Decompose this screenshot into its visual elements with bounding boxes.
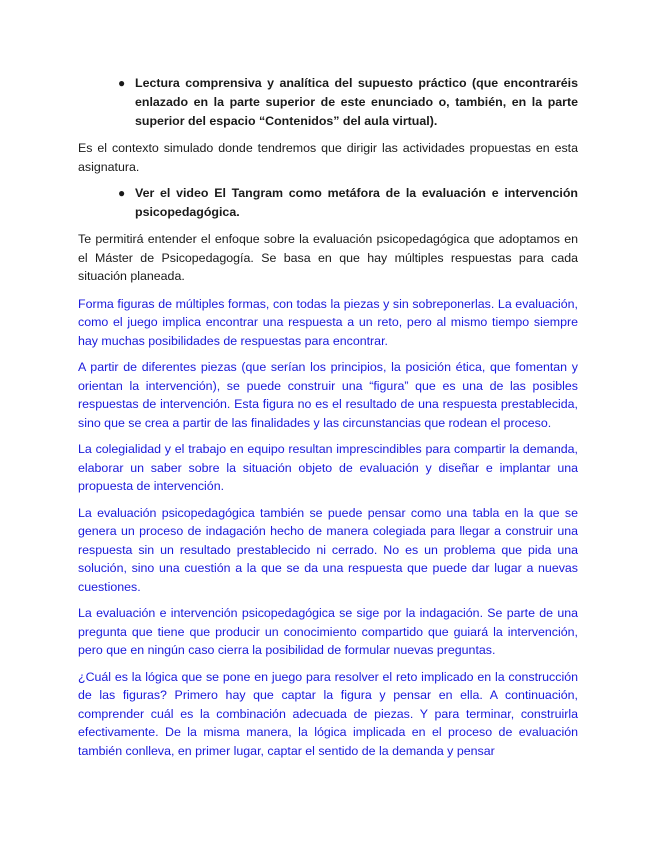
document-page xyxy=(78,74,578,768)
blue-paragraph: La evaluación psicopedagógica también se puede pensar como una tabla en la que se genera un proceso de indagación hecho de manera colegiada para llegar a construir una respuesta sin un resultado prestablecido ni cerrado. No es un problema que pida una solución, sino una cuestión a la que se da una respuesta que puede dar lugar a nuevas cuestiones. xyxy=(78,505,578,594)
bullet-item-lectura xyxy=(78,74,578,131)
blue-paragraph: Forma figuras de múltiples formas, con todas la piezas y sin sobreponerlas. La evaluación, como el juego implica encontrar una respuesta a un reto, pero al mismo tiempo siempre hay muchas posibilidades de respuestas para encontrar. xyxy=(78,296,578,348)
blue-paragraph: A partir de diferentes piezas (que serían los principios, la posición ética, que fomentan y orientan la intervención), se puede construir una “figura” que es una de las posibles respuestas de intervención. Esta figura no es el resultado de una respuesta prestablecida, sino que se crea a partir de las finalidades y las circunstancias que rodean el proceso. xyxy=(78,360,578,430)
blue-paragraph: La evaluación e intervención psicopedagógica se sige por la indagación. Se parte de una pregunta que tiene que producir un conocimiento compartido que guiará la intervención, pero que en ningún caso cierra la posibilidad de formular nuevas preguntas. xyxy=(78,606,578,657)
blue-paragraph: ¿Cuál es la lógica que se pone en juego para resolver el reto implicado en la construcción de las figuras? Primero hay que captar la figura y pensar en ella. A continuación, comprender cuál es la combinación adecuada de piezas. Y para terminar, construirla efectivamente. De la misma manera, la lógica implicada en el proceso de evaluación también conlleva, en primer lugar, captar el sentido de la demanda y pensar xyxy=(78,669,578,758)
context-paragraph: Es el contexto simulado donde tendremos que dirigir las actividades propuestas en esta asignatura. xyxy=(78,141,578,174)
bullet-dot-icon: ● xyxy=(118,76,126,90)
bullet-text: Lectura comprensiva y analítica del supuesto práctico (que encontraréis enlazado en la parte superior de este enunciado o, también, en la parte superior del espacio “Contenidos” del aula virtual). xyxy=(135,76,578,128)
bullet-dot-icon: ● xyxy=(118,186,126,200)
blue-paragraph: La colegialidad y el trabajo en equipo resultan imprescindibles para compartir la demanda, elaborar un saber sobre la situación objeto de evaluación y diseñar e implantar una propuesta de intervención. xyxy=(78,442,578,493)
bullet-item-video xyxy=(78,184,578,222)
intro-paragraph: Te permitirá entender el enfoque sobre la evaluación psicopedagógica que adoptamos en el Máster de Psicopedagogía. Se basa en que hay múltiples respuestas para cada situación planeada. xyxy=(78,232,578,283)
bullet-text: Ver el video El Tangram como metáfora de la evaluación e intervención psicopedagógica. xyxy=(135,186,578,219)
